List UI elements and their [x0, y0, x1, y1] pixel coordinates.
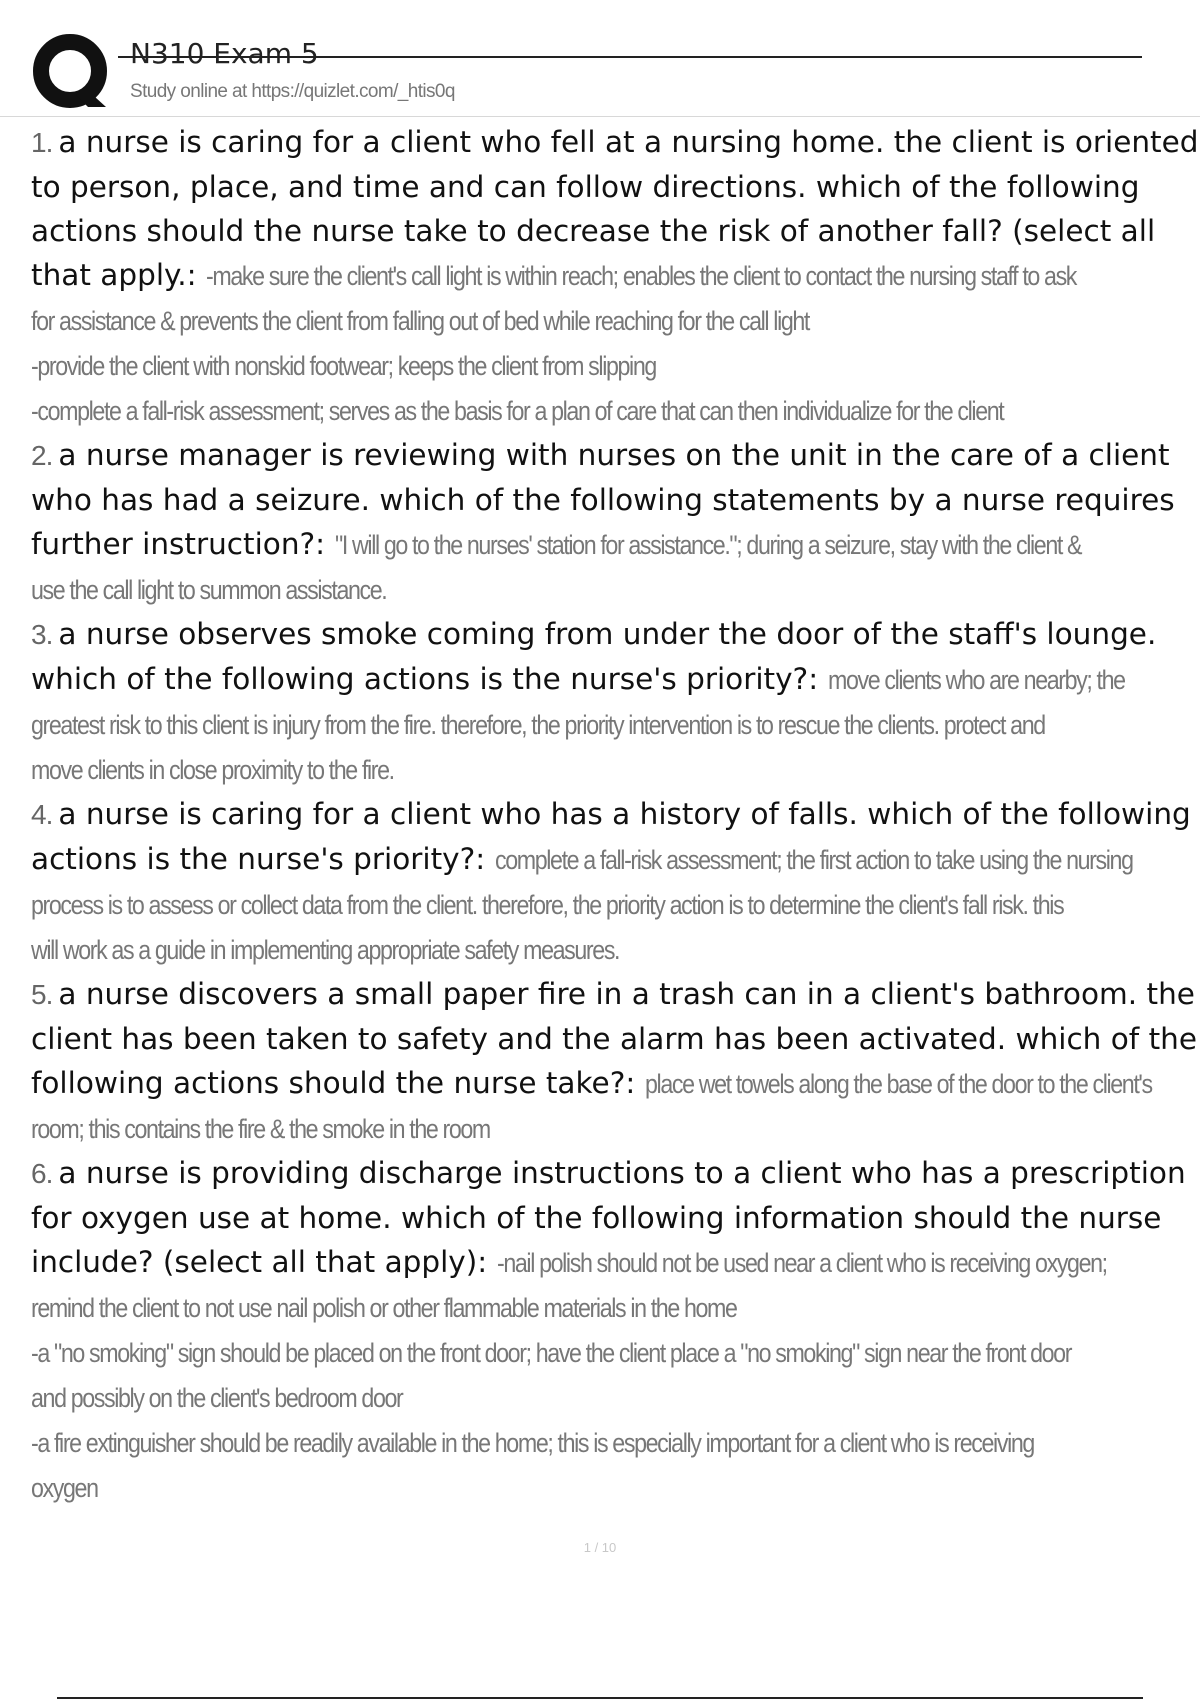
- header-rule: [118, 56, 1142, 58]
- item-line: [31, 1061, 1200, 1106]
- question-text: include? (select all that apply):: [31, 1245, 488, 1279]
- question-text: who has had a seizure. which of the following statements by a nurse requires: [31, 483, 1175, 517]
- item-line: [31, 433, 1200, 478]
- question-text: a nurse is providing discharge instructions to a client who has a prescription: [58, 1156, 1186, 1190]
- question-text: following actions should the nurse take?:: [31, 1066, 636, 1100]
- answer-text: -a "no smoking" sign should be placed on the front door; have the client place a "no smoking" sign near the front door: [31, 1338, 1072, 1368]
- question-text: actions is the nurse's priority?:: [31, 842, 486, 876]
- item-line: [31, 209, 1200, 253]
- answer-text: -complete a fall-risk assessment; serves as the basis for a plan of care that can then individualize for the client: [31, 396, 1004, 426]
- item-line: [31, 1285, 1200, 1330]
- item-line: [31, 1196, 1200, 1240]
- item-number: 6.: [31, 1158, 53, 1189]
- question-text: for oxygen use at home. which of the following information should the nurse: [31, 1201, 1162, 1235]
- item-line: [31, 882, 1200, 927]
- question-text: further instruction?:: [31, 527, 326, 561]
- answer-text: for assistance & prevents the client from falling out of bed while reaching for the call light: [31, 306, 810, 336]
- item-line: [31, 612, 1200, 657]
- answer-text: use the call light to summon assistance.: [31, 575, 387, 605]
- answer-text: oxygen: [31, 1473, 98, 1503]
- question-text: that apply.:: [31, 258, 197, 292]
- answer-text: greatest risk to this client is injury from the fire. therefore, the priority intervention is to rescue the clients. protect and: [31, 710, 1045, 740]
- item-number: 1.: [31, 127, 53, 158]
- item-line: [31, 1375, 1200, 1420]
- item-line: [31, 388, 1200, 433]
- answer-text: will work as a guide in implementing appropriate safety measures.: [31, 935, 620, 965]
- item-line: [31, 1017, 1200, 1061]
- item-line: [31, 343, 1200, 388]
- question-text: actions should the nurse take to decrease the risk of another fall? (select all: [31, 214, 1156, 248]
- item-line: [31, 1420, 1200, 1465]
- question-text: a nurse is caring for a client who has a history of falls. which of the following: [58, 797, 1191, 831]
- question-text: a nurse is caring for a client who fell at a nursing home. the client is oriented: [58, 125, 1199, 159]
- question-text: a nurse discovers a small paper fire in a trash can in a client's bathroom. the: [58, 977, 1195, 1011]
- item-line: [31, 1465, 1200, 1510]
- flashcard-item: [31, 972, 1200, 1151]
- answer-text: remind the client to not use nail polish or other flammable materials in the home: [31, 1293, 737, 1323]
- answer-text: place wet towels along the base of the door to the client's: [644, 1069, 1152, 1099]
- study-online-link[interactable]: Study online at https://quizlet.com/_htis0q: [130, 81, 455, 102]
- item-line: [31, 792, 1200, 837]
- answer-text: process is to assess or collect data from the client. therefore, the priority action is to determine the client's fall risk. this: [31, 890, 1064, 920]
- answer-text: -make sure the client's call light is within reach; enables the client to contact the nursing staff to ask: [205, 261, 1077, 291]
- flashcard-list: [31, 120, 1200, 1510]
- item-line: [31, 1106, 1200, 1151]
- item-line: [31, 298, 1200, 343]
- footer-rule: [57, 1697, 1143, 1699]
- answer-text: move clients in close proximity to the fire.: [31, 755, 394, 785]
- item-line: [31, 1330, 1200, 1375]
- answer-text: -provide the client with nonskid footwear; keeps the client from slipping: [31, 351, 656, 381]
- flashcard-item: [31, 120, 1200, 433]
- answer-text: and possibly on the client's bedroom door: [31, 1383, 403, 1413]
- answer-text: room; this contains the fire & the smoke in the room: [31, 1114, 490, 1144]
- answer-text: "I will go to the nurses' station for assistance."; during a seizure, stay with the client &: [334, 530, 1081, 560]
- item-number: 2.: [31, 440, 53, 471]
- item-line: [31, 1151, 1200, 1196]
- item-line: [31, 567, 1200, 612]
- item-line: [31, 165, 1200, 209]
- item-line: [31, 702, 1200, 747]
- item-line: [31, 522, 1200, 567]
- item-line: [31, 927, 1200, 972]
- page-title: N310 Exam 5: [130, 37, 319, 70]
- flashcard-item: [31, 433, 1200, 612]
- flashcard-item: [31, 792, 1200, 972]
- item-line: [31, 253, 1200, 298]
- item-line: [31, 120, 1200, 165]
- question-text: client has been taken to safety and the alarm has been activated. which of the: [31, 1022, 1197, 1056]
- item-line: [31, 747, 1200, 792]
- question-text: a nurse observes smoke coming from under the door of the staff's lounge.: [58, 617, 1157, 651]
- page-number: 1 / 10: [583, 1540, 617, 1555]
- answer-text: complete a fall-risk assessment; the first action to take using the nursing: [494, 845, 1133, 875]
- flashcard-item: [31, 612, 1200, 792]
- item-line: [31, 657, 1200, 702]
- item-number: 3.: [31, 619, 53, 650]
- question-text: to person, place, and time and can follow directions. which of the following: [31, 170, 1140, 204]
- item-line: [31, 1240, 1200, 1285]
- item-number: 4.: [31, 799, 53, 830]
- header-divider: [0, 116, 1200, 117]
- answer-text: move clients who are nearby; the: [827, 665, 1125, 695]
- question-text: which of the following actions is the nurse's priority?:: [31, 662, 819, 696]
- item-line: [31, 837, 1200, 882]
- flashcard-item: [31, 1151, 1200, 1510]
- item-line: [31, 478, 1200, 522]
- item-number: 5.: [31, 979, 53, 1010]
- answer-text: -nail polish should not be used near a client who is receiving oxygen;: [496, 1248, 1107, 1278]
- answer-text: -a fire extinguisher should be readily available in the home; this is especially important for a client who is receiving: [31, 1428, 1034, 1458]
- question-text: a nurse manager is reviewing with nurses on the unit in the care of a client: [58, 438, 1170, 472]
- item-line: [31, 972, 1200, 1017]
- quizlet-logo-icon: [32, 33, 112, 113]
